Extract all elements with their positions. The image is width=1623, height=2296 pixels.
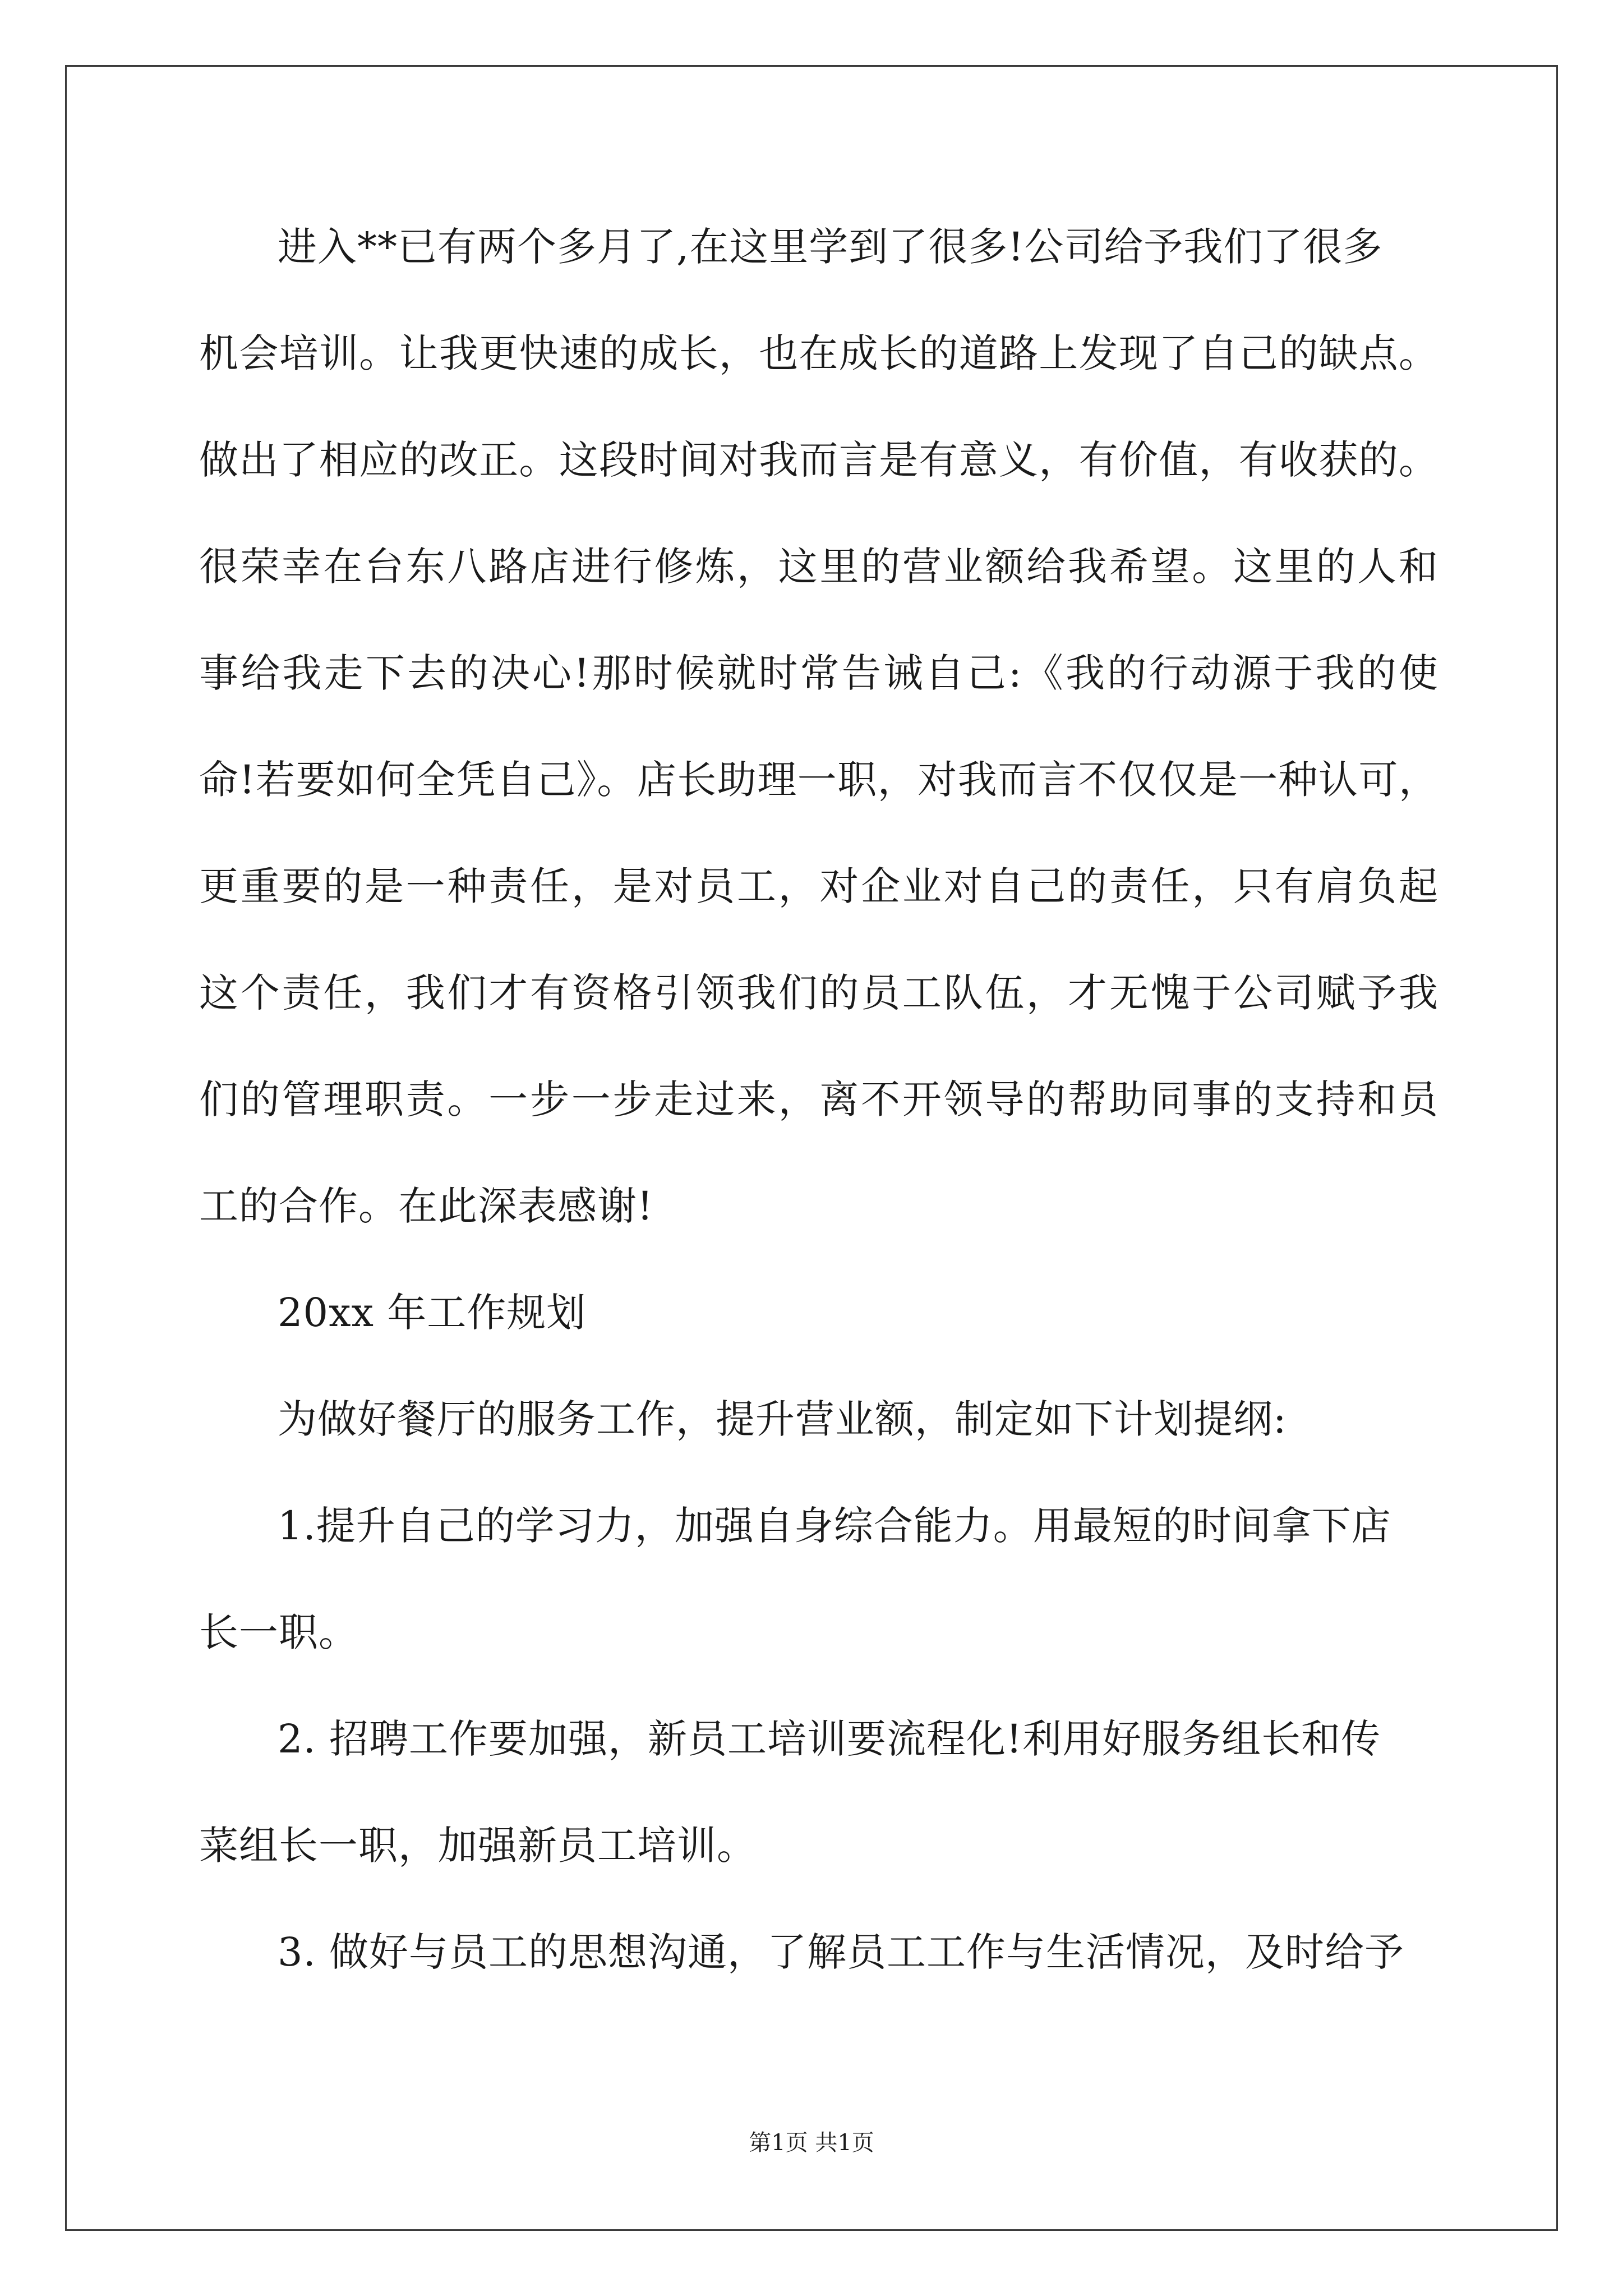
paragraph-line: 事给我走下去的决心!那时候就时常告诫自己:《我的行动源于我的使 — [199, 650, 1438, 696]
paragraph-line: 这个责任，我们才有资格引领我们的员工队伍，才无愧于公司赋予我 — [199, 970, 1438, 1016]
paragraph-line: 更重要的是一种责任，是对员工，对企业对自己的责任，只有肩负起 — [199, 863, 1438, 909]
list-item-line: 3. 做好与员工的思想沟通，了解员工工作与生活情况，及时给予 — [278, 1929, 1405, 1975]
paragraph-line: 工的合作。在此深表感谢! — [199, 1183, 654, 1229]
paragraph-line: 命!若要如何全凭自己》。店长助理一职，对我而言不仅仅是一种认可， — [199, 757, 1438, 803]
page-border — [65, 65, 1558, 2231]
list-item-line: 菜组长一职，加强新员工培训。 — [199, 1823, 757, 1869]
paragraph-line: 们的管理职责。一步一步走过来，离不开领导的帮助同事的支持和员 — [199, 1076, 1438, 1122]
paragraph-line: 进入**已有两个多月了,在这里学到了很多!公司给予我们了很多 — [278, 224, 1383, 270]
paragraph-line: 做出了相应的改正。这段时间对我而言是有意义，有价值，有收获的。 — [199, 437, 1438, 483]
list-item-line: 长一职。 — [199, 1609, 358, 1655]
list-item-line: 1.提升自己的学习力，加强自身综合能力。用最短的时间拿下店 — [278, 1503, 1391, 1549]
section-heading: 20xx 年工作规划 — [278, 1290, 587, 1336]
paragraph-line: 很荣幸在台东八路店进行修炼，这里的营业额给我希望。这里的人和 — [199, 544, 1438, 590]
paragraph-line: 为做好餐厅的服务工作，提升营业额，制定如下计划提纲: — [278, 1396, 1287, 1442]
page-footer: 第1页 共1页 — [749, 2130, 874, 2156]
paragraph-line: 机会培训。让我更快速的成长，也在成长的道路上发现了自己的缺点。 — [199, 330, 1438, 376]
list-item-line: 2. 招聘工作要加强，新员工培训要流程化!利用好服务组长和传 — [278, 1716, 1381, 1762]
